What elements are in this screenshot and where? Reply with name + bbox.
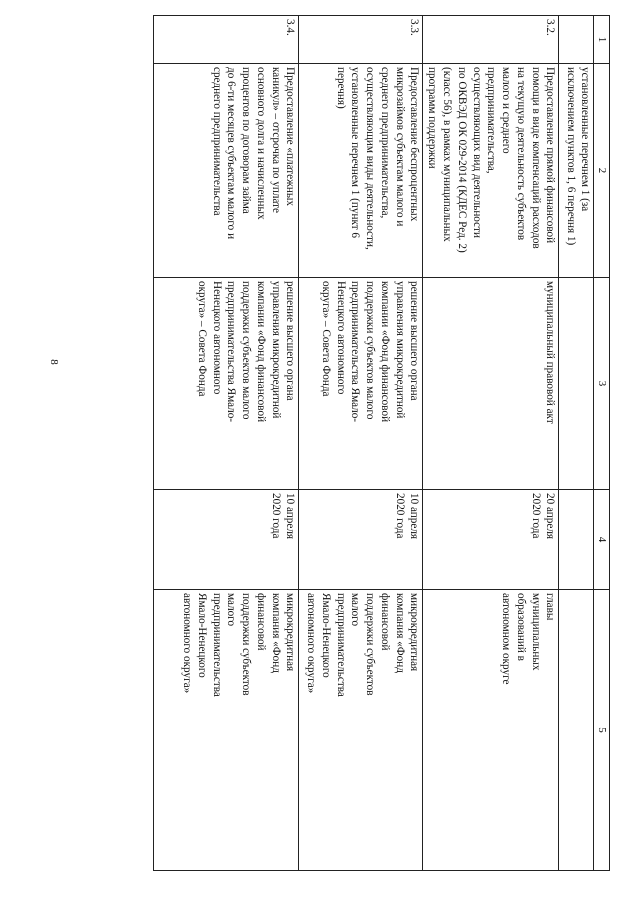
table-row [299,16,423,871]
cell-line: Предоставление «платежных [284,67,297,206]
cell-line: 2020 года [269,493,282,539]
cell-line: малого [349,593,362,627]
cell-line: исключением пунктов 1, 6 перечня 1) [564,67,577,246]
cell-line: автономном округе [500,593,513,685]
cell-line: малого и среднего [500,67,513,154]
legal-act-cell [423,278,559,490]
cell-line: предпринимательства, [485,67,498,174]
page-number: 8 [48,359,60,365]
cell-line: финансовой [254,593,267,651]
cell-line: малого [225,593,238,627]
cell-line: среднего предпринимательства, [378,67,391,219]
cell-line: (класс 56), в рамках муниципальных [441,67,454,242]
row-number-cell: 3.2. [423,16,559,64]
legal-act-cell [154,278,299,490]
row-number-cell [559,16,594,64]
table-row [423,16,559,871]
cell-line: на текущую деятельность субъектов [514,67,527,241]
row-number-cell: 3.3. [299,16,423,64]
cell-line: образований в [514,593,527,661]
cell-line: перечня) [334,67,347,109]
cell-line: округа» – Совета Фонда [319,281,332,397]
legal-act-cell [299,278,423,490]
table-header-row [594,16,610,871]
cell-line: 2020 года [529,493,542,539]
header-cell: 3 [594,278,610,490]
cell-line: компании «Фонд финансовой [378,281,391,423]
cell-line: 2020 года [393,493,406,539]
cell-line: финансовой [378,593,391,651]
cell-line: Предоставление прямой финансовой [544,67,557,244]
executor-cell [423,590,559,871]
cell-line: Ненецкого автономного [334,281,347,395]
cell-line: автономного округа» [304,593,317,694]
cell-line: округа» – Совета Фонда [195,281,208,397]
cell-line: главы [544,593,557,621]
executor-cell [154,590,299,871]
cell-line: осуществляющих вид деятельности [470,67,483,239]
cell-line: программ поддержки [426,67,439,169]
deadline-cell [559,490,594,590]
cell-line: помощи в виде компенсаций расходов [529,67,542,249]
legal-act-cell [559,278,594,490]
cell-line: поддержки субъектов [364,593,377,696]
measures-table [153,15,610,871]
cell-line: управления микрокредитной [269,281,282,419]
cell-line: предпринимательства [334,593,347,697]
cell-line: компании «Фонд финансовой [254,281,267,423]
measures-table-container [88,15,610,870]
cell-line: Ненецкого автономного [210,281,223,395]
deadline-cell [423,490,559,590]
cell-line: компания «Фонд [393,593,406,673]
cell-line: Предоставление беспроцентных [408,67,421,222]
cell-line: предпринимательства Ямало- [225,281,238,423]
cell-line: предпринимательства Ямало- [349,281,362,423]
cell-line: осуществляющим виды деятельности, [364,67,377,250]
measure-cell [559,64,594,278]
row-number-cell: 3.4. [154,16,299,64]
executor-cell [559,590,594,871]
cell-line: до 6-ти месяцев субъектам малого и [225,67,238,240]
cell-line: установленные перечнем 1 (за [579,67,592,212]
cell-line: основного долга и начисленных [254,67,267,220]
cell-line: компания «Фонд [269,593,282,673]
cell-line: 10 апреля [284,493,297,540]
header-cell: 4 [594,490,610,590]
executor-cell [299,590,423,871]
measure-cell [154,64,299,278]
deadline-cell [154,490,299,590]
cell-line: установленные перечнем 1 (пункт 6 [349,67,362,239]
deadline-cell [299,490,423,590]
cell-line: Ямало-Ненецкого [319,593,332,678]
cell-line: предпринимательства [210,593,223,697]
cell-line: среднего предпринимательства [210,67,223,216]
cell-line: микрокредитная [284,593,297,672]
header-cell: 2 [594,64,610,278]
cell-line: по ОКВЭД ОК 029-2014 (КДЕС Ред. 2) [455,67,468,253]
cell-line: 10 апреля [408,493,421,540]
cell-line: процентов по договорам займа [240,67,253,214]
cell-line: решение высшего органа [284,281,297,401]
cell-line: поддержки субъектов малого [364,281,377,420]
cell-line: муниципальных [529,593,542,671]
cell-line: 20 апреля [544,493,557,540]
header-cell: 1 [594,16,610,64]
measure-cell [299,64,423,278]
cell-line: автономного округа» [180,593,193,694]
cell-line: управления микрокредитной [393,281,406,419]
cell-line: каникул» – отсрочка по уплате [269,67,282,214]
cell-line: микрозаймов субъектам малого и [393,67,406,227]
header-cell: 5 [594,590,610,871]
cell-line: поддержки субъектов малого [240,281,253,420]
table-row [559,16,594,871]
cell-line: поддержки субъектов [240,593,253,696]
cell-line: решение высшего органа [408,281,421,401]
cell-line: Ямало-Ненецкого [195,593,208,678]
measure-cell [423,64,559,278]
cell-line: микрокредитная [408,593,421,672]
cell-line: муниципальный правовой акт [544,281,557,424]
table-row [154,16,299,871]
